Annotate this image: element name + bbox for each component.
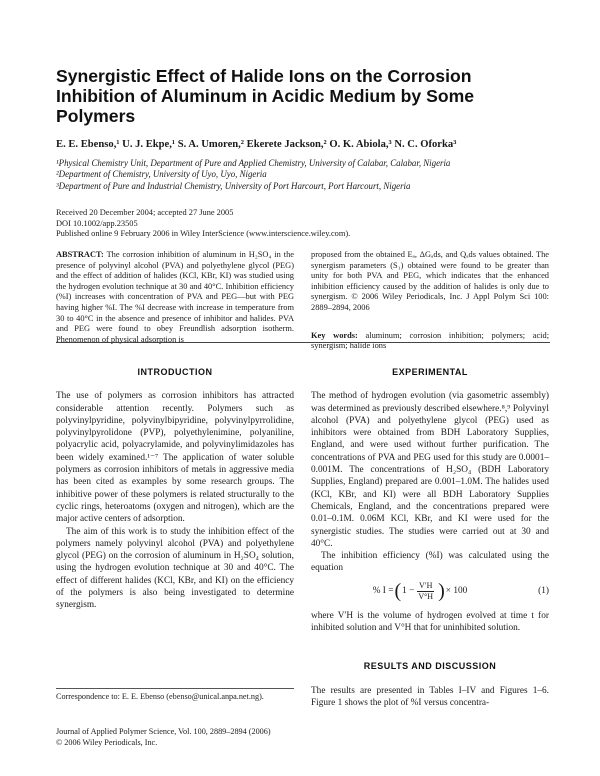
experimental-paragraph-3: where V′H is the volume of hydrogen evolved at time t for inhibited solution and V°H that for uninhibited solution.	[311, 610, 549, 634]
copyright-notice: © 2006 Wiley Periodicals, Inc.	[56, 737, 158, 747]
keywords-label: Key words:	[311, 330, 358, 340]
received-accepted-dates: Received 20 December 2004; accepted 27 June 2005	[56, 208, 234, 217]
introduction-heading: INTRODUCTION	[137, 367, 213, 377]
equation-one: 1 −	[402, 586, 415, 597]
abstract-label: ABSTRACT:	[56, 250, 104, 259]
left-paren: (	[394, 580, 402, 603]
keywords-text: aluminum; corrosion inhibition; polymers; acid; synergism; halide ions	[311, 330, 550, 351]
affiliation-1: ¹Physical Chemistry Unit, Department of Pure and Applied Chemistry, University of Calabar, Calabar, Nigeria	[56, 158, 451, 168]
abstract-text-part2: proposed from the obtained Eₐ, ΔGₐds, and Qₐds values obtained. The synergism parameters (S₁) obtained were found to be greater than unity for both PVA and PEG, which indicates that the enhanced inhibition efficiency caused by the addition of halides is only due to synergism. © 2006 Wiley Periodicals, Inc. J Appl Polym Sci 100: 2889–2894, 2006	[311, 250, 549, 312]
published-online: Published online 9 February 2006 in Wiley InterScience (www.interscience.wiley.com).	[56, 229, 351, 239]
results-heading: RESULTS AND DISCUSSION	[363, 661, 497, 672]
body-column-left	[56, 366, 294, 612]
affiliation-list	[56, 158, 556, 192]
author-list: E. E. Ebenso,¹ U. J. Ekpe,¹ S. A. Umoren,² Ekerete Jackson,² O. K. Abiola,³ N. C. Oforka³	[56, 139, 457, 150]
affiliation-2: ²Department of Chemistry, University of Uyo, Uyo, Nigeria	[56, 169, 267, 180]
experimental-heading: EXPERIMENTAL	[392, 367, 468, 377]
footnote-divider	[56, 688, 294, 689]
affiliation-3: ³Department of Pure and Industrial Chemistry, University of Port Harcourt, Port Harcourt, Nigeria	[56, 180, 411, 191]
right-paren: )	[438, 580, 445, 603]
experimental-paragraph-2: The inhibition efficiency (%I) was calculated using the equation	[311, 551, 549, 574]
equation-body	[311, 581, 529, 602]
equation-1	[311, 581, 549, 602]
abstract-divider	[56, 342, 550, 343]
correspondence-footnote: Correspondence to: E. E. Ebenso (ebenso@unical.anpa.net.ng).	[56, 692, 264, 701]
introduction-paragraph-2: The aim of this work is to study the inhibition effect of the polymers namely polyvinyl alcohol (PVA) and polyethylene glycol (PEG) on the corrosion of aluminum in H₂SO₄ solution, using the hydrogen evolution technique at 30 and 40°C. The effect of different halides (KCl, KBr, and KI) on the efficiency of the polymers is also being investigated to determine synergism.	[56, 526, 294, 611]
equation-multiplier: × 100	[445, 586, 468, 597]
equation-fraction	[416, 581, 435, 602]
doi: DOI 10.1002/app.23505	[56, 218, 138, 228]
fraction-numerator: V′H	[419, 580, 433, 590]
fraction-denominator: V°H	[418, 591, 434, 601]
abstract-column-right	[311, 250, 549, 352]
abstract-text-part1: The corrosion inhibition of aluminum in H₂SO₄ in the presence of polyvinyl alcohol (PVA) and polyethylene glycol (PEG) and the effect of addition of halides (KCl, KBr, KI) was studied using the hydrogen evolution technique at 30 and 40°C. Inhibition efficiency (%I) increases with concentration of PVA and PEG—but with PEG having higher %I. The %I decrease with increase in temperature from 30 to 40°C in the absence and presence of inhibitor and halides. PVA and PEG were found to obey Freundlish adsorption isotherm. Phenomenon of physical adsorption is	[56, 250, 294, 344]
body-column-right	[311, 366, 549, 709]
results-paragraph-1: The results are presented in Tables I–IV and Figures 1–6. Figure 1 shows the plot of %I versus concentra-	[311, 685, 549, 708]
experimental-paragraph-1: The method of hydrogen evolution (via gasometric assembly) was determined as previously described elsewhere.⁸,⁹ Polyvinyl alcohol (PVA) and polyethylene glycol (PEG) used as inhibitors were obtained from BDH Laboratory Supplies, England, and were used without further purification. The concentrations of PVA and PEG used for this study are 0.0001–0.001M. The concentrations of H₂SO₄ (BDH Laboratory Supplies, England) prepared are 0.001–1.0M. The halides used (KCl, KBr, and KI) were all BDH Laboratory Supplies Chemicals, England, and the concentrations prepared were 0.01–0.1M. 0.06M KCl, KBr, and KI were used for the synergistic studies. The studies were carried out at 30 and 40°C.	[311, 391, 549, 549]
article-title: Synergistic Effect of Halide Ions on the Corrosion Inhibition of Aluminum in Acidic Medium by Some Polymers	[56, 66, 475, 126]
introduction-paragraph-1: The use of polymers as corrosion inhibitors has attracted considerable attention recently. Polymers such as polyvinylpyridine, polyvinylbipyridine, polyvinylpyrrolidine, polyvinylpyrolidone (PVP), polyethylenimine, polyaniline, polyacrylic acid, polyacrylamide, and polyvinylimidazoles has been widely examined.¹⁻⁷ The application of water soluble polymers as corrosion inhibitors of metals in aggressive media has been cited as examples by some research groups. The inhibitive power of these polymers is related structurally to the cyclic rings, heteroatoms (oxygen and nitrogen), which are the major active centers of adsorption.	[56, 391, 294, 525]
journal-citation: Journal of Applied Polymer Science, Vol. 100, 2889–2894 (2006)	[56, 727, 271, 736]
journal-info	[56, 727, 306, 748]
publication-history	[56, 208, 556, 240]
abstract-column-left	[56, 250, 294, 345]
equation-lhs: % I =	[372, 586, 394, 597]
equation-number: (1)	[538, 586, 549, 597]
